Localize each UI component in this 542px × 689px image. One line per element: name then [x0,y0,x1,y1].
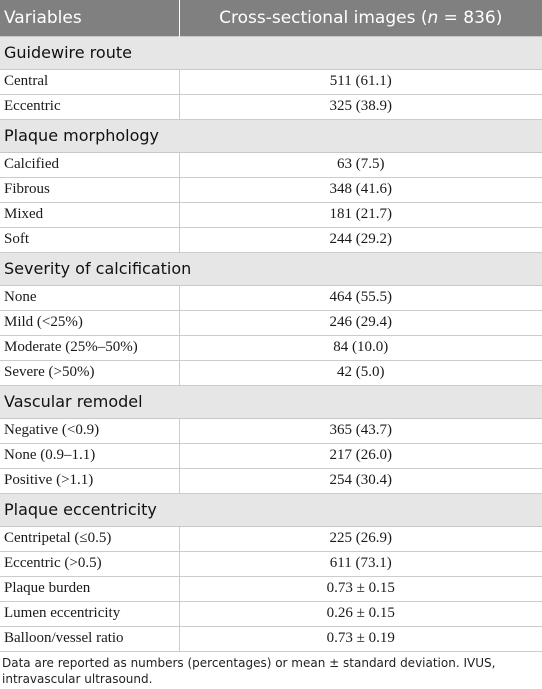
row-value: 0.73 ± 0.19 [179,626,542,651]
row-label: Fibrous [0,177,179,202]
row-label: Positive (>1.1) [0,468,179,493]
table-row [0,443,542,468]
table-row [0,626,542,651]
section-row [0,493,542,526]
row-label: Soft [0,227,179,252]
section-row [0,385,542,418]
row-label: Moderate (25%–50%) [0,335,179,360]
table-row [0,202,542,227]
section-row [0,36,542,69]
row-label: None (0.9–1.1) [0,443,179,468]
row-value: 464 (55.5) [179,285,542,310]
section-title: Plaque eccentricity [0,493,542,526]
row-value: 84 (10.0) [179,335,542,360]
row-label: Mixed [0,202,179,227]
table-row [0,94,542,119]
section-title: Severity of calcification [0,252,542,285]
table-row [0,360,542,385]
table-header-row [0,0,542,36]
table-row [0,576,542,601]
table-body [0,36,542,651]
row-value: 244 (29.2) [179,227,542,252]
table-row [0,310,542,335]
table-row [0,526,542,551]
table-row [0,285,542,310]
row-value: 0.73 ± 0.15 [179,576,542,601]
row-value: 511 (61.1) [179,69,542,94]
row-label: Negative (<0.9) [0,418,179,443]
header-prefix: Cross-sectional images ( [219,7,428,28]
row-value: 246 (29.4) [179,310,542,335]
table-row [0,152,542,177]
row-value: 254 (30.4) [179,468,542,493]
section-title: Plaque morphology [0,119,542,152]
table-row [0,601,542,626]
row-label: Eccentric [0,94,179,119]
row-value: 42 (5.0) [179,360,542,385]
row-label: None [0,285,179,310]
table-row [0,468,542,493]
row-label: Severe (>50%) [0,360,179,385]
section-row [0,252,542,285]
table-row [0,69,542,94]
row-label: Eccentric (>0.5) [0,551,179,576]
table-row [0,418,542,443]
row-label: Balloon/vessel ratio [0,626,179,651]
header-n-italic: n [427,7,439,28]
row-value: 365 (43.7) [179,418,542,443]
section-row [0,119,542,152]
header-suffix: = 836) [438,7,503,28]
row-label: Calcified [0,152,179,177]
row-value: 348 (41.6) [179,177,542,202]
table-footnote: Data are reported as numbers (percentages) or mean ± standard deviation. IVUS, intravascular ultrasound. [2,656,496,686]
row-label: Mild (<25%) [0,310,179,335]
header-cross-sectional-images [179,0,542,36]
table-row [0,551,542,576]
row-value: 63 (7.5) [179,152,542,177]
row-value: 611 (73.1) [179,551,542,576]
row-label: Central [0,69,179,94]
table-row [0,177,542,202]
row-label: Plaque burden [0,576,179,601]
row-value: 0.26 ± 0.15 [179,601,542,626]
header-variables: Variables [0,0,179,36]
row-value: 181 (21.7) [179,202,542,227]
row-label: Centripetal (≤0.5) [0,526,179,551]
table-row [0,227,542,252]
row-value: 325 (38.9) [179,94,542,119]
row-label: Lumen eccentricity [0,601,179,626]
section-title: Guidewire route [0,36,542,69]
section-title: Vascular remodel [0,385,542,418]
row-value: 217 (26.0) [179,443,542,468]
row-value: 225 (26.9) [179,526,542,551]
table-row [0,335,542,360]
